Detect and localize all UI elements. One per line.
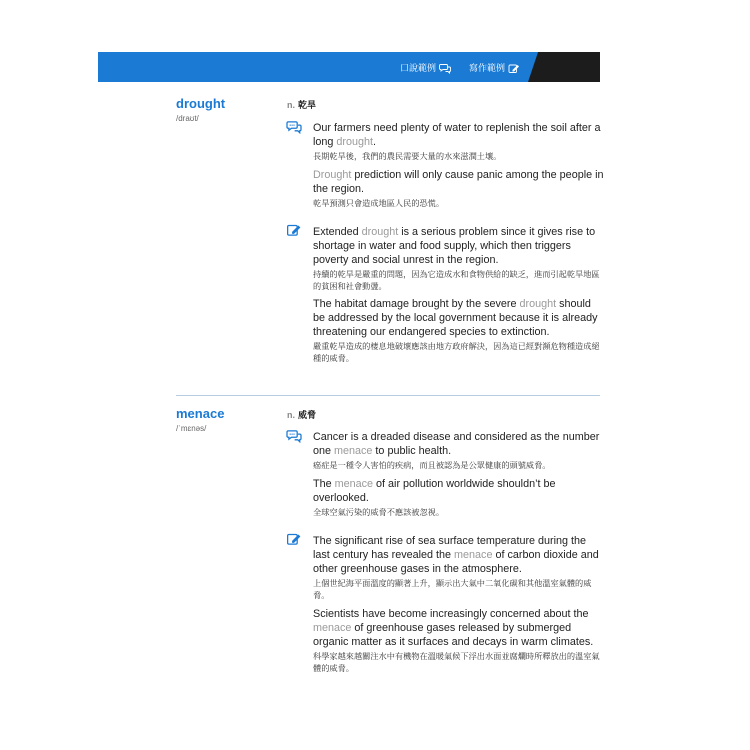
keyword-highlight: drought (361, 226, 399, 238)
example-en: The habitat damage brought by the severe drought should be addressed by the local government because it is already threatening our endangered species to extinction. (313, 298, 598, 338)
keyword-highlight: menace (454, 549, 493, 561)
meaning: 威脅 (298, 410, 317, 420)
speaking-examples-tab[interactable] (400, 60, 451, 76)
keyword-highlight: menace (334, 478, 374, 490)
keyword-highlight: Drought (313, 169, 352, 181)
speech-bubble-icon (286, 429, 302, 443)
header-corner-block (528, 52, 600, 82)
entry-divider (176, 395, 600, 396)
phonetic: /ˈmɛnəs/ (176, 424, 207, 433)
example-sentence (313, 534, 605, 601)
example-en: Cancer is a dreaded disease and considered as the number one menace to public health. (313, 431, 600, 457)
example-sentence (313, 297, 605, 364)
example-sentence (313, 168, 605, 209)
speaking-tab-label: 口說範例 (400, 63, 437, 73)
edit-note-icon (286, 532, 302, 546)
headword: menace (176, 406, 225, 421)
example-zh: 嚴重乾旱造成的棲息地破壞應該由地方政府解決，因為這已經對瀕危物種造成絕種的威脅。 (313, 341, 600, 363)
keyword-highlight: drought (336, 136, 374, 148)
example-sentence (313, 430, 605, 471)
example-zh: 乾旱預測只會造成地區人民的恐慌。 (313, 198, 445, 208)
example-en: Drought prediction will only cause panic among the people in the region. (313, 169, 604, 195)
keyword-highlight: menace (313, 622, 352, 634)
headword: drought (176, 96, 226, 111)
writing-examples-tab[interactable] (469, 60, 520, 76)
example-en: Scientists have become increasingly concerned about the menace of greenhouse gases released by submerged organic matter as it surfaces and decays in warm climates. (313, 608, 594, 648)
example-sentence (313, 121, 605, 162)
example-zh: 全球空氣污染的威脅不應該被忽視。 (313, 507, 445, 517)
example-zh: 科學家越來越關注水中有機物在溫暖氣候下浮出水面並腐爛時所釋放出的溫室氣體的威脅。 (313, 651, 600, 673)
speech-bubble-icon (439, 63, 451, 74)
keyword-highlight: drought (519, 298, 557, 310)
example-en: Extended drought is a serious problem since it gives rise to shortage in water and food supply, which then triggers poverty and social unrest in the region. (313, 226, 596, 266)
pos-tag: n. (287, 100, 295, 110)
example-sentence (313, 225, 605, 292)
phonetic: /draʊt/ (176, 114, 199, 123)
header-bar (98, 52, 600, 82)
writing-tab-label: 寫作範例 (469, 63, 506, 73)
example-zh: 癌症是一種令人害怕的疾病，而且被認為是公眾健康的頭號威脅。 (313, 460, 551, 470)
example-zh: 持續的乾旱是嚴重的問題，因為它造成水和食物供給的缺乏，進而引起乾旱地區的貧困和社會動盪。 (313, 269, 600, 291)
edit-note-icon (508, 63, 520, 74)
speech-bubble-icon (286, 120, 302, 134)
example-en: The significant rise of sea surface temperature during the last century has revealed the menace of carbon dioxide and other greenhouse gases in the atmosphere. (313, 535, 599, 575)
pos-tag: n. (287, 410, 295, 420)
part-of-speech (287, 408, 316, 421)
example-sentence (313, 477, 605, 518)
part-of-speech (287, 98, 316, 111)
example-en: The menace of air pollution worldwide shouldn’t be overlooked. (313, 478, 556, 504)
example-en: Our farmers need plenty of water to replenish the soil after a long drought. (313, 122, 601, 148)
edit-note-icon (286, 223, 302, 237)
example-sentence (313, 607, 605, 674)
example-zh: 長期乾旱後，我們的農民需要大量的水來滋潤土壤。 (313, 151, 502, 161)
meaning: 乾旱 (298, 100, 317, 110)
example-zh: 上個世紀海平面溫度的顯著上升，顯示出大氣中二氧化碳和其他溫室氣體的威脅。 (313, 578, 592, 600)
keyword-highlight: menace (334, 445, 373, 457)
